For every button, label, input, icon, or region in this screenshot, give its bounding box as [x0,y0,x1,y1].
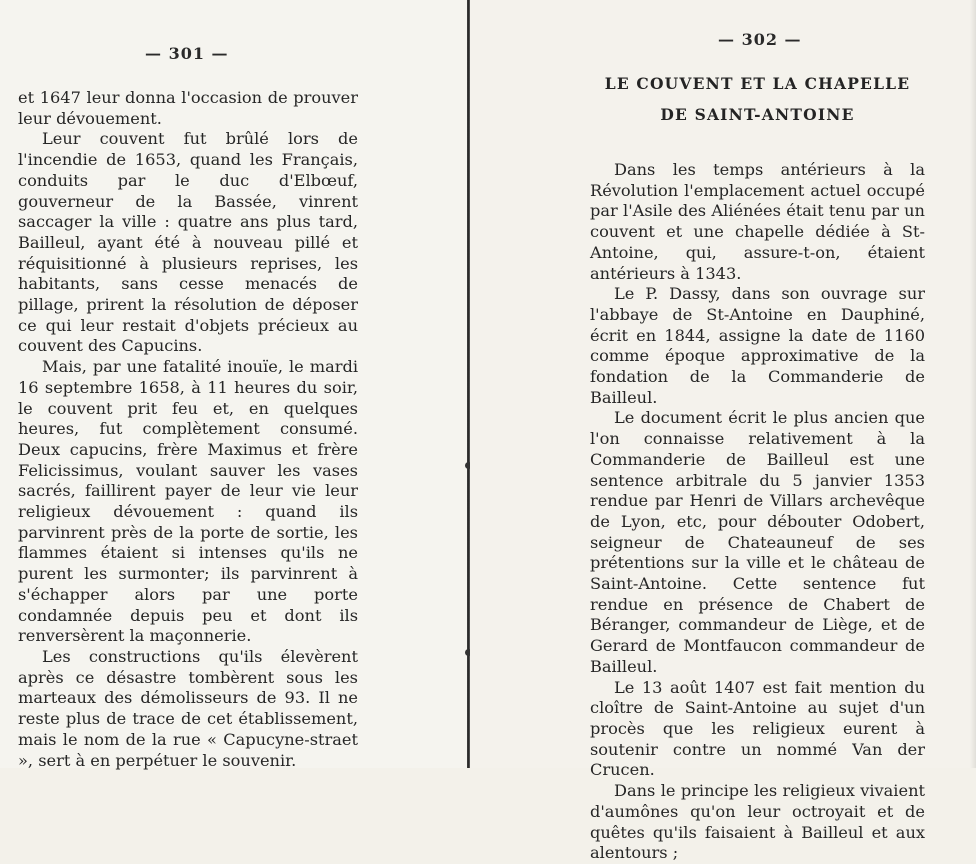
paragraph: Le document écrit le plus ancien que l'on connaisse relativement à la Commanderie de Bailleul est une sentence arbitrale du 5 janvier 1353 rendue par Henri de Villars archevêque de Lyon, etc, pour débouter Odobert, seigneur de Chateauneuf de ses prétentions sur la ville et le château de Saint-Antoine. Cette sentence fut rendue en présence de Chabert de Béranger, commandeur de Liège, et de Gerard de Montfaucon commandeur de Bailleul. [590,408,925,676]
right-page-body [590,160,925,864]
right-page [470,0,976,863]
paragraph: Les constructions qu'ils élevèrent après ce désastre tombèrent sous les marteaux des démolisseurs de 93. Il ne reste plus de trace de cet établissement, mais le nom de la rue « Capucyne-straet », sert à en perpétuer le souvenir. [18,646,358,770]
page-number-right: — 302 — [718,30,802,49]
page-edge [970,0,976,768]
paragraph: Mais, par une fatalité inouïe, le mardi 16 septembre 1658, à 11 heures du soir, le couvent prit feu et, en quelques heures, fut complètement consumé. Deux capucins, frère Maximus et frère Felicissimus, voulant sauver les vases sacrés, faillirent payer de leur vie leur religieux dévouement : quand ils parvinrent près de la porte de sortie, les flammes étaient si intenses qu'ils ne purent les surmonter; ils parvinrent à s'échapper alors par une porte condamnée depuis peu et dont ils renversèrent la maçonnerie. [18,357,358,646]
paragraph: et 1647 leur donna l'occasion de prouver leur dévouement. [18,88,358,128]
left-page [0,0,468,768]
paragraph: Dans les temps antérieurs à la Révolution l'emplacement actuel occupé par l'Asile des Aliénées était tenu par un couvent et une chapelle dédiée à St-Antoine, qui, assure-t-on, étaient antérieurs à 1343. [590,160,925,283]
paragraph: Dans le principe les religieux vivaient d'aumônes qu'on leur octroyait et de quêtes qu'ils faisaient à Bailleul et aux alentours ; [590,781,925,863]
paragraph: Leur couvent fut brûlé lors de l'incendie de 1653, quand les Français, conduits par le duc d'Elbœuf, gouverneur de la Bassée, vinrent saccager la ville : quatre ans plus tard, Bailleul, ayant été à nouveau pillé et réquisitionné à plusieurs reprises, les habitants, sans cesse menacés de pillage, prirent la résolution de déposer ce qui leur restait d'objets précieux au couvent des Capucins. [18,129,358,356]
left-page-body [18,88,358,771]
chapter-title-line: LE COUVENT ET LA CHAPELLE [604,74,911,93]
chapter-title [590,68,925,130]
chapter-title-line: DE SAINT-ANTOINE [660,105,855,124]
page-number-left: — 301 — [145,44,229,63]
paragraph: Le P. Dassy, dans son ouvrage sur l'abbaye de St-Antoine en Dauphiné, écrit en 1844, assigne la date de 1160 comme époque approximative de la fondation de la Commanderie de Bailleul. [590,284,925,407]
paragraph: Le 13 août 1407 est fait mention du cloître de Saint-Antoine au sujet d'un procès que les religieux eurent à soutenir contre un nommé Van der Crucen. [590,677,925,780]
